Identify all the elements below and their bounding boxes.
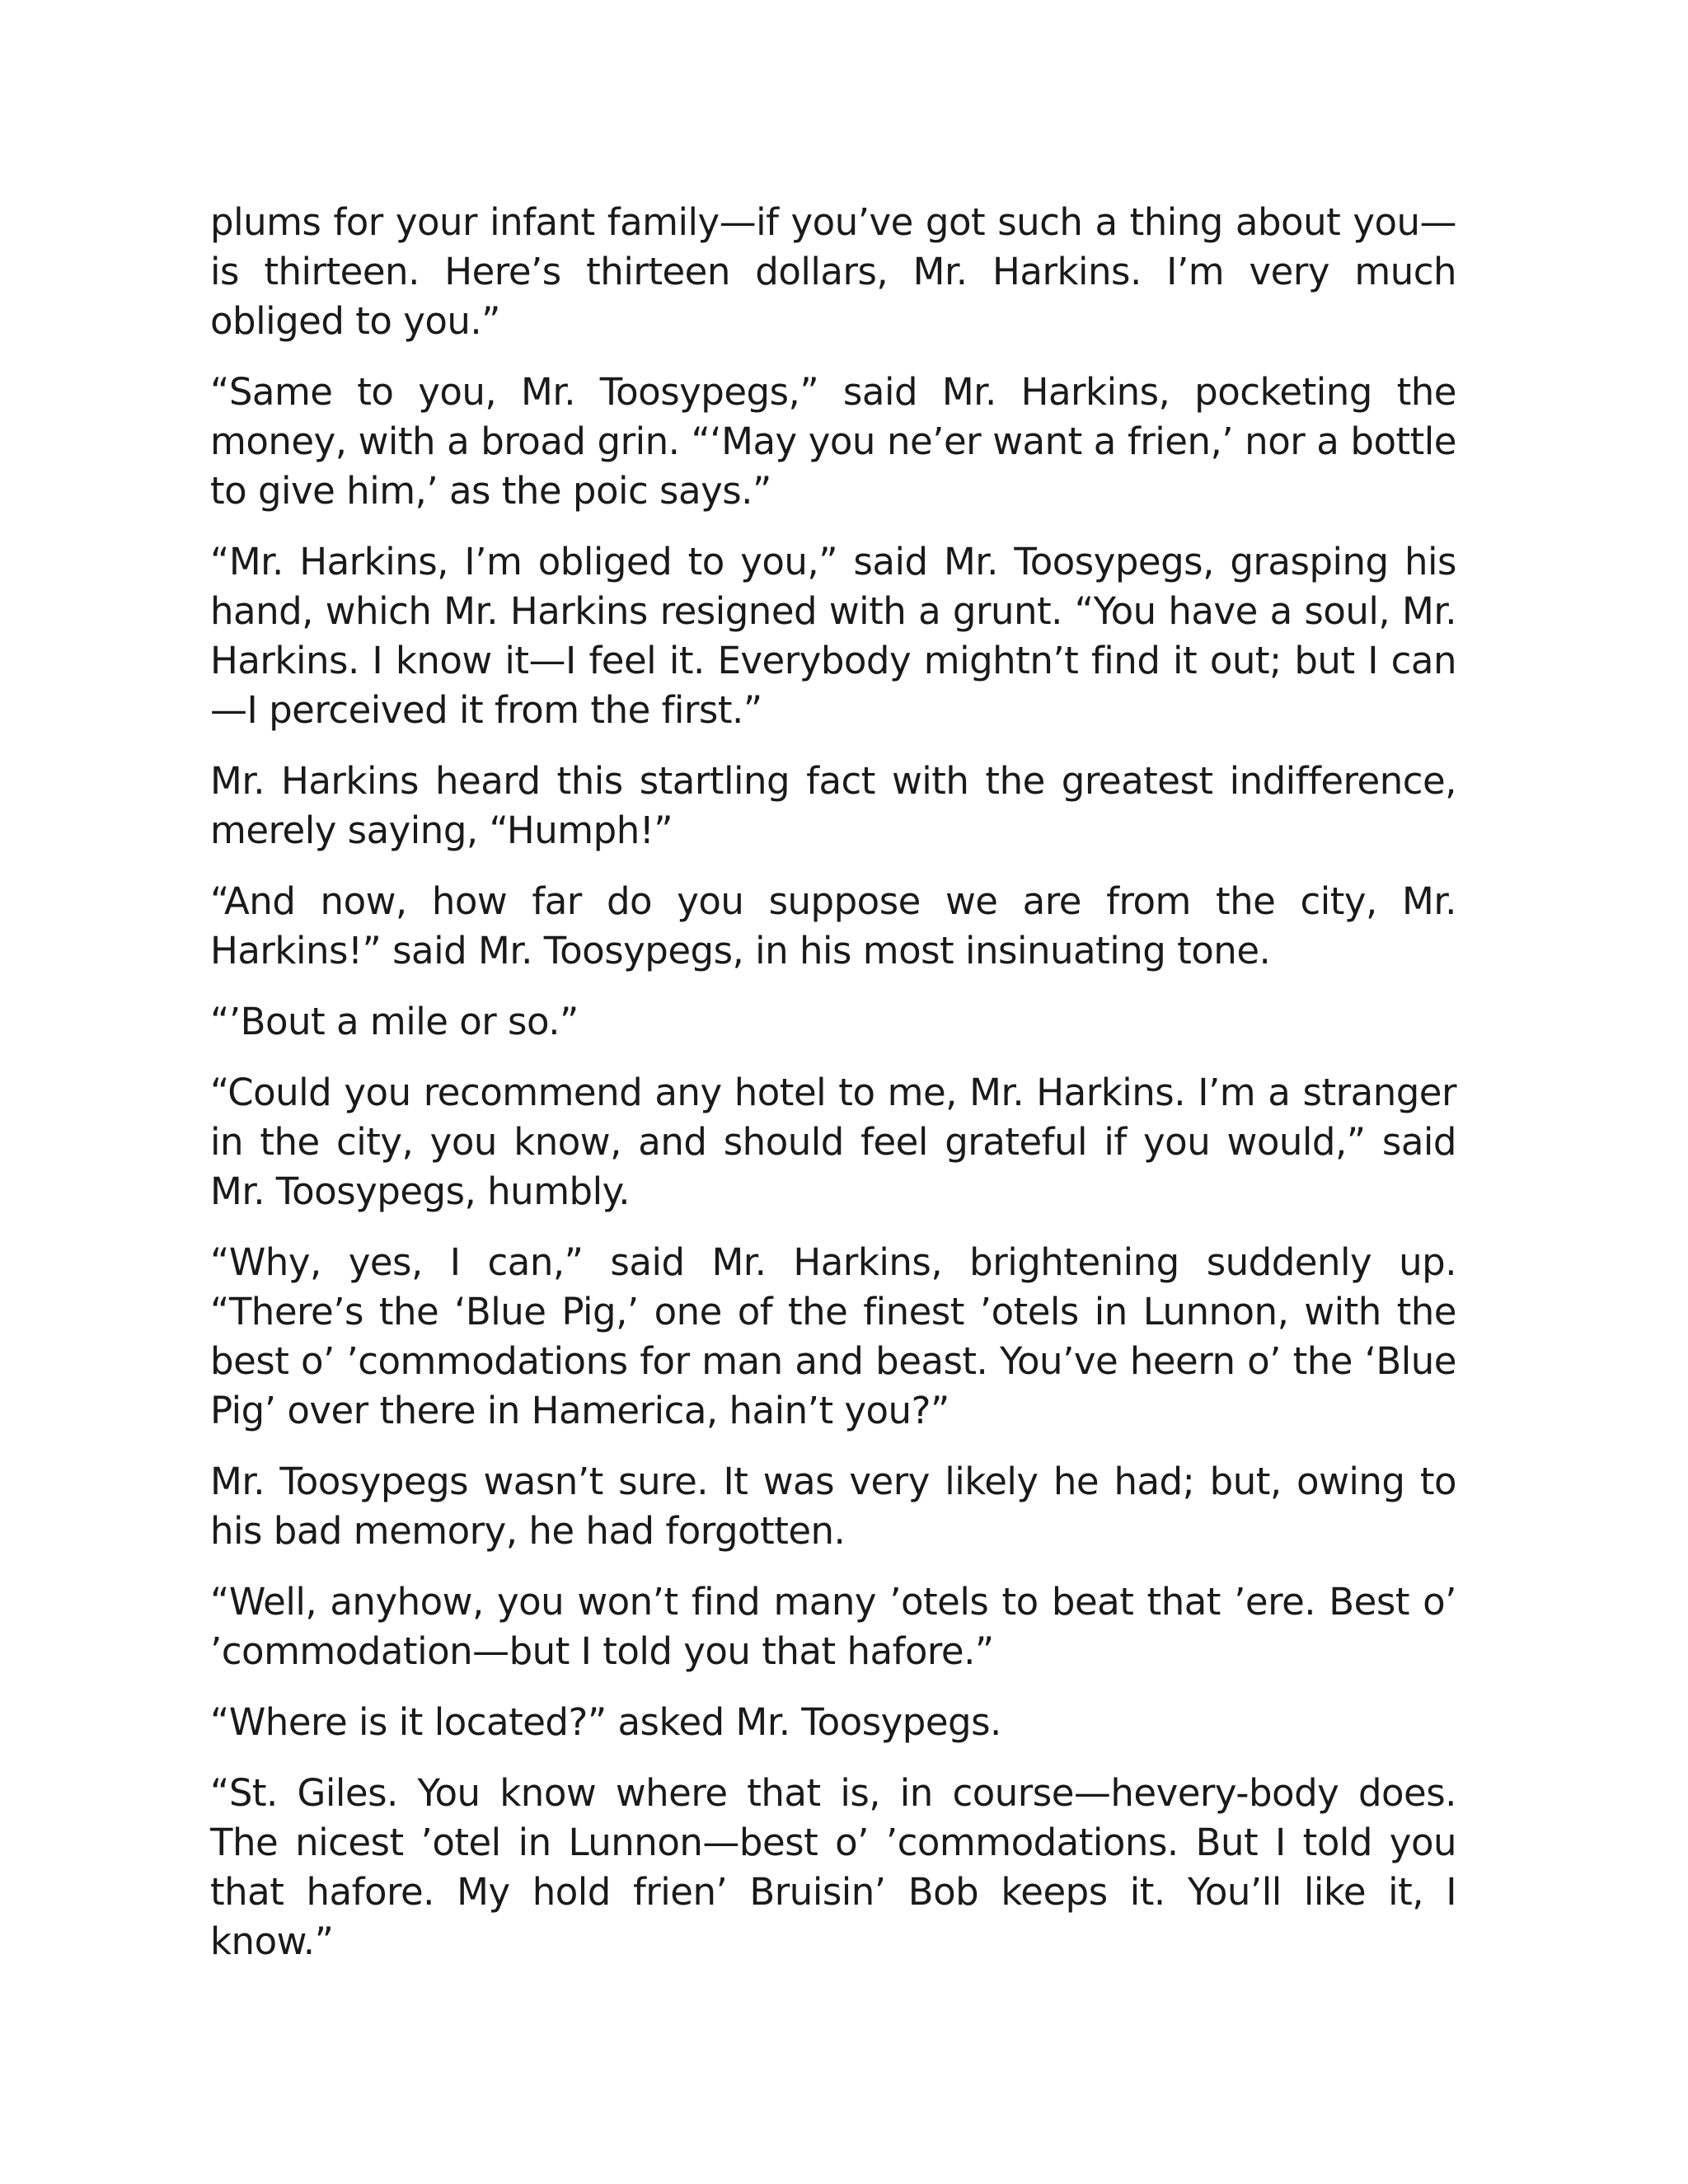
paragraph-4: Mr. Harkins heard this startling fact with the greatest indifference, merely saying, “Humph!” xyxy=(210,759,1456,852)
paragraph-1: plums for your infant family—if you’ve got such a thing about you—is thirteen. Here’s thirteen dollars, Mr. Harkins. I’m very much obliged to you.” xyxy=(210,200,1456,343)
paragraph-10: “Well, anyhow, you won’t find many ’otels to beat that ’ere. Best o’ ’commodation—but I told you that hafore.” xyxy=(210,1580,1456,1673)
paragraph-2: “Same to you, Mr. Toosypegs,” said Mr. Harkins, pocketing the money, with a broad grin. “‘May you ne’er want a frien,’ nor a bottle to give him,’ as the poic says.” xyxy=(210,370,1456,513)
paragraph-11: “Where is it located?” asked Mr. Toosypegs. xyxy=(210,1700,1001,1744)
paragraph-3: “Mr. Harkins, I’m obliged to you,” said Mr. Toosypegs, grasping his hand, which Mr. Harkins resigned with a grunt. “You have a soul, Mr. Harkins. I know it—I feel it. Everybody mightn’t find it out; but I can —I perceived it from the first.” xyxy=(210,540,1456,732)
paragraph-8: “Why, yes, I can,” said Mr. Harkins, brightening suddenly up. “There’s the ‘Blue Pig,’ one of the finest ’otels in Lunnon, with the best o’ ’commodations for man and beast. You’ve heern o’ the ‘Blue Pig’ over there in Hamerica, hain’t you?” xyxy=(210,1240,1456,1432)
page-body-text xyxy=(210,198,1456,1988)
paragraph-12: “St. Giles. You know where that is, in course—hevery-body does. The nicest ’otel in Lunnon—best o’ ’commodations. But I told you that hafore. My hold frien’ Bruisin’ Bob keeps it. You’ll like it, I know.” xyxy=(210,1771,1456,1963)
paragraph-9: Mr. Toosypegs wasn’t sure. It was very likely he had; but, owing to his bad memory, he had forgotten. xyxy=(210,1460,1456,1553)
paragraph-6: “’Bout a mile or so.” xyxy=(210,1000,579,1043)
paragraph-7: “Could you recommend any hotel to me, Mr. Harkins. I’m a stranger in the city, you know, and should feel grateful if you would,” said Mr. Toosypegs, humbly. xyxy=(210,1071,1456,1213)
paragraph-5: “And now, how far do you suppose we are from the city, Mr. Harkins!” said Mr. Toosypegs, in his most insinuating tone. xyxy=(210,879,1456,972)
